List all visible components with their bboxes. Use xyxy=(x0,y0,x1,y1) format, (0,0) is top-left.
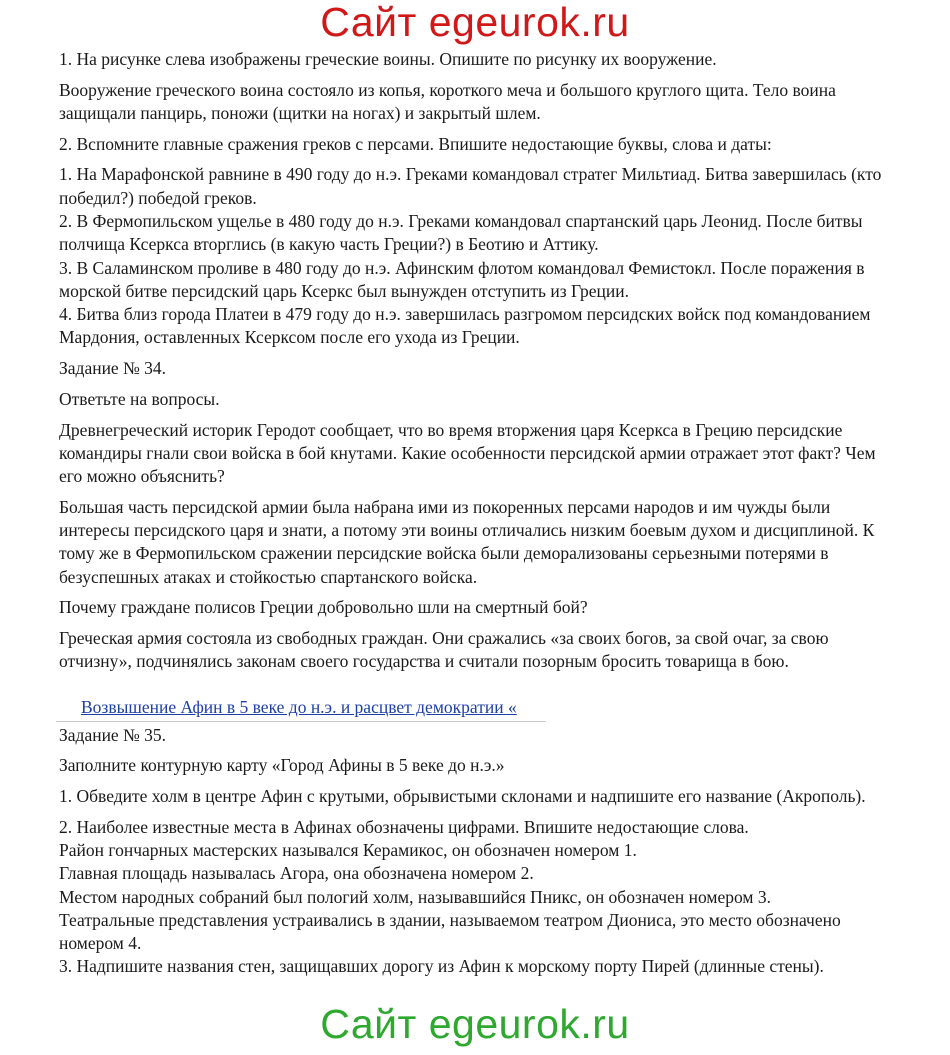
task-35-line: Район гончарных мастерских назывался Керамикос, он обозначен номером 1. xyxy=(59,840,637,860)
task-34-question-2: Почему граждане полисов Греции добровольно шли на смертный бой? xyxy=(59,597,588,618)
task-35-line: 3. Надпишите названия стен, защищавших дорогу из Афин к морскому порту Пирей (длинные стены). xyxy=(59,956,824,977)
battle-list xyxy=(59,163,899,349)
task-34-title: Задание № 34. xyxy=(59,358,167,379)
task-35-line: Главная площадь называлась Агора, она обозначена номером 2. xyxy=(59,863,534,884)
nav-link-container xyxy=(59,696,899,724)
task-34-question-1: Древнегреческий историк Геродот сообщает, что во время вторжения царя Ксеркса в Грецию персидские командиры гнали свои войска в бой кнутами. Какие особенности персидской армии отражает этот факт? Чем его можно объяснить? xyxy=(59,419,876,487)
document-body xyxy=(59,48,899,986)
task-35-title: Задание № 35. xyxy=(59,724,167,745)
task-34-instruction: Ответьте на вопросы. xyxy=(59,388,220,409)
battle-item: 2. В Фермопильском ущелье в 480 году до н.э. Греками командовал спартанский царь Леонид. После битвы полчища Ксеркса вторглись (в какую часть Греции?) в Беотию и Аттику. xyxy=(59,210,863,255)
task-35-instruction: Заполните контурную карту «Город Афины в 5 веке до н.э.» xyxy=(59,755,505,776)
site-watermark-bottom: Сайт egeurok.ru xyxy=(320,1001,630,1047)
answer-1: Вооружение греческого воина состояло из копья, короткого меча и большого круглого щита. Тело воина защищали панцирь, поножи (щитки на ногах) и закрытый шлем. xyxy=(59,79,836,123)
battle-item: 4. Битва близ города Платеи в 479 году до н.э. завершилась разгромом персидских войск под командованием Мардония, оставленных Ксерксом после его ухода из Греции. xyxy=(59,304,871,348)
task-35-line: Театральные представления устраивались в здании, называемом театром Диониса, это место обозначено номером 4. xyxy=(59,909,841,954)
task-35-line: Местом народных собраний был пологий холм, называвшийся Пникс, он обозначен номером 3. xyxy=(59,886,771,907)
question-1: 1. На рисунке слева изображены греческие воины. Опишите по рисунку их вооружение. xyxy=(59,49,717,69)
task-34-answer-1: Большая часть персидской армии была набрана ими из покоренных персами народов и им чужды были интересы персидского царя и знати, а потому эти воины отличались низким боевым духом и дисциплиной. К тому же в Фермопильском сражении персидские войска были деморализованы серьезными потерями в безуспешных атаках и стойкостью спартанского войска. xyxy=(59,496,875,587)
question-2: 2. Вспомните главные сражения греков с персами. Впишите недостающие буквы, слова и даты: xyxy=(59,133,772,154)
battle-item: 3. В Саламинском проливе в 480 году до н.э. Афинским флотом командовал Фемистокл. После поражения в морской битве персидский царь Ксеркс был вынужден отступить из Греции. xyxy=(59,257,865,301)
next-lesson-link[interactable]: Возвышение Афин в 5 веке до н.э. и расцвет демократии « xyxy=(81,696,517,717)
task-35-line: 2. Наиболее известные места в Афинах обозначены цифрами. Впишите недостающие слова. xyxy=(59,816,749,837)
task-35-item-1: 1. Обведите холм в центре Афин с крутыми, обрывистыми склонами и надпишите его название (Акрополь). xyxy=(59,786,866,807)
task-34-answer-2: Греческая армия состояла из свободных граждан. Они сражались «за своих богов, за свой очаг, за свою отчизну», подчинялись законам своего государства и считали позорным бросить товарища в бою. xyxy=(59,628,829,672)
task-35-items xyxy=(59,816,899,979)
divider xyxy=(56,721,546,722)
site-watermark-top: Сайт egeurok.ru xyxy=(320,0,630,45)
battle-item: 1. На Марафонской равнине в 490 году до н.э. Греками командовал стратег Мильтиад. Битва завершилась (кто победил?) победой греков. xyxy=(59,164,882,208)
